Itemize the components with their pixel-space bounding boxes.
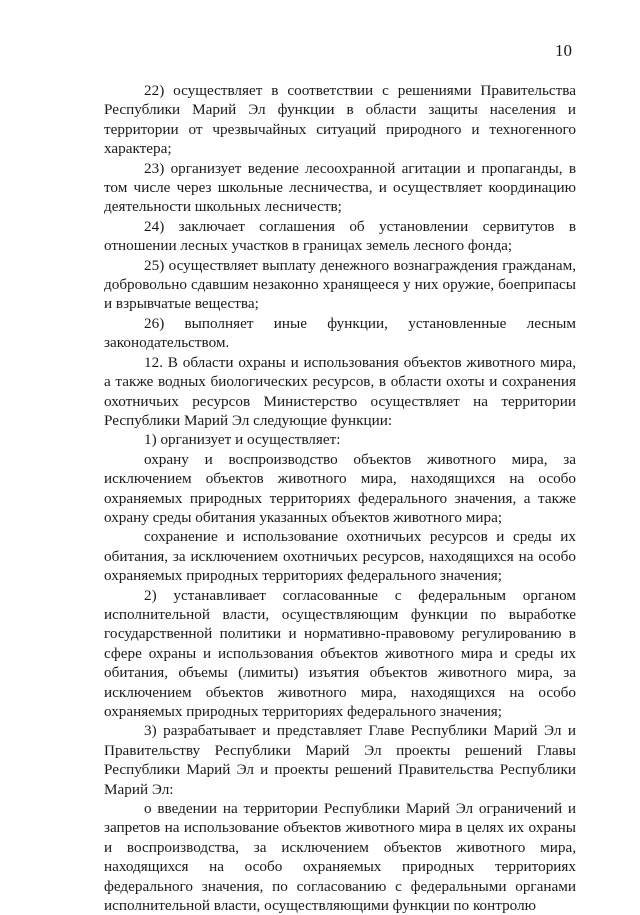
paragraph-wildlife-protection: охрану и воспроизводство объектов животного мира, за исключением объектов животного мира, находящихся на особо охраняемых природных территориях федерального значения, а также охрану среды обитания указанных объектов животного мира; (104, 450, 576, 526)
paragraph-item-25: 25) осуществляет выплату денежного вознаграждения гражданам, добровольно сдавшим незаконно хранящееся у них оружие, боеприпасы и взрывчатые вещества; (104, 256, 576, 313)
document-body (104, 81, 576, 915)
paragraph-item-1: 1) организует и осуществляет: (144, 431, 341, 449)
paragraph-item-2: 2) устанавливает согласованные с федеральным органом исполнительной власти, осуществляющим функции по выработке государственной политики и нормативно-правовому регулированию в сфере охраны и использования объектов животного мира и среды их обитания, объемы (лимиты) изъятия объектов животного мира, за исключением объектов животного мира, находящихся на особо охраняемых природных территориях федерального значения; (104, 586, 576, 720)
page-number: 10 (555, 41, 572, 60)
paragraph-item-26: 26) выполняет иные функции, установленные лесным законодательством. (104, 314, 576, 352)
paragraph-item-23: 23) организует ведение лесоохранной агитации и пропаганды, в том числе через школьные лесничества, и осуществляет координацию деятельности школьных лесничеств; (104, 159, 576, 216)
section-12-heading: 12. В области охраны и использования объектов животного мира, а также водных биологических ресурсов, в области охоты и сохранения охотничьих ресурсов Министерство осуществляет на территории Республики Марий Эл следующие функции: (104, 353, 576, 429)
paragraph-item-3: 3) разрабатывает и представляет Главе Республики Марий Эл и Правительству Республики Марий Эл проекты решений Главы Республики Марий Эл и проекты решений Правительства Республики Марий Эл: (104, 722, 576, 798)
paragraph-item-24: 24) заключает соглашения об установлении сервитутов в отношении лесных участков в границах земель лесного фонда; (104, 217, 576, 255)
paragraph-item-22: 22) осуществляет в соответствии с решениями Правительства Республики Марий Эл функции в области защиты населения и территории от чрезвычайных ситуаций природного и техногенного характера; (104, 82, 576, 158)
paragraph-hunting-resources: сохранение и использование охотничьих ресурсов и среды их обитания, за исключением охотничьих ресурсов, находящихся на особо охраняемых природных территориях федерального значения; (104, 528, 576, 585)
paragraph-restrictions: о введении на территории Республики Марий Эл ограничений и запретов на использование объектов животного мира в целях их охраны и воспроизводства, за исключением объектов животного мира, находящихся на особо охраняемых природных территориях федерального значения, по согласованию с федеральными органами исполнительной власти, осуществляющими функции по контролю (104, 800, 576, 915)
